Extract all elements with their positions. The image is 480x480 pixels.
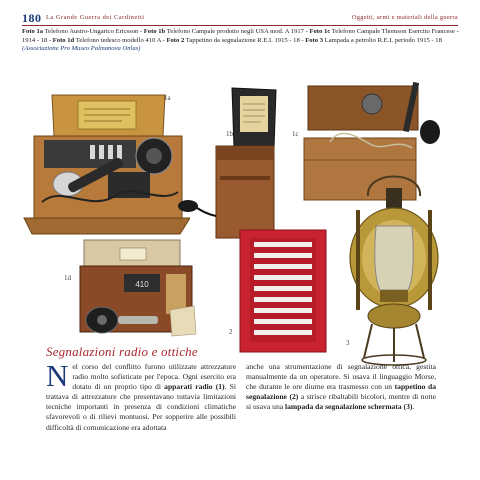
caption-text-1c: Telefono Campale Thomson Esercito Francese - 1914 - 18 - xyxy=(22,28,459,44)
caption-label-1c: Foto 1c xyxy=(309,28,331,35)
drop-cap: N xyxy=(46,358,69,393)
left-text-1: el corso del conflitto furono utilizzate attrezzature radio molto sofisticate per l'epoca. Ogni esercito era dotato di un proprio tipo di xyxy=(72,362,236,392)
photo-label-1d: 1d xyxy=(64,274,71,282)
lamp-chimney-top xyxy=(386,188,402,208)
caption-label-1a: Foto 1a xyxy=(22,28,44,35)
photo-caption xyxy=(22,28,460,54)
caption-label-1d: Foto 1d xyxy=(52,36,75,44)
caption-label-1b: Foto 1b xyxy=(143,28,166,35)
crank-housing xyxy=(108,172,150,198)
caption-text-1b: Telefono Campale prodotto negli USA mod. A 1917 - xyxy=(165,28,310,35)
caption-credit: (Associazione Pro Museo Palmanova Onlus) xyxy=(22,45,141,53)
model-number: 410 xyxy=(135,280,149,289)
page-header xyxy=(22,11,458,26)
lamp-fuel-tank xyxy=(368,304,420,328)
bell-dial-inner xyxy=(146,148,162,164)
section-title: Segnalazioni radio e ottiche xyxy=(46,344,198,359)
mat-slat xyxy=(254,242,312,247)
handset xyxy=(178,200,198,212)
right-text-2: a strisce ribaltabili bicolori, mentre di notte si usava una xyxy=(246,392,436,412)
running-title-left: La Grande Guerra dei Cardinetti xyxy=(46,14,145,21)
page-number: 180 xyxy=(22,11,42,25)
case-strap xyxy=(220,176,270,180)
photo-label-1a: 1a xyxy=(164,94,171,102)
terminal xyxy=(90,145,95,159)
mat-slat xyxy=(254,286,312,291)
caption-text-1d: Telefono tedesco modello 410 A - xyxy=(74,36,167,44)
right-bold-mat: tappetino da segnalazione (2) xyxy=(246,382,436,402)
left-text-2: . Si trattava di attrezzature che presentavano tuttavia limitazioni tecniche importanti in presenza di condizioni climatiche sfavorevoli o di rilievi montuosi. Per sopperire alle possibili difficoltà di comunicazione era adottata xyxy=(46,382,236,432)
case-top xyxy=(216,146,274,160)
photo-1d-german-telephone xyxy=(58,236,198,340)
photo-label-1c: 1c xyxy=(292,130,299,138)
terminal xyxy=(117,145,122,159)
lid-bell xyxy=(362,94,382,114)
handset-grip xyxy=(118,316,158,324)
mat-slat xyxy=(254,330,312,335)
mat-slat xyxy=(254,264,312,269)
mat-slat xyxy=(254,319,312,324)
handset-mouthpiece xyxy=(420,120,440,144)
caption-text-1a: Telefono Austro-Ungarico Ericsson - xyxy=(43,28,144,35)
terminal xyxy=(108,145,113,159)
terminal xyxy=(99,145,104,159)
lamp-glass-globe xyxy=(375,226,413,290)
lid-instruction-card xyxy=(240,96,268,132)
photo-3-oil-lamp xyxy=(346,166,442,368)
mat-slat xyxy=(254,275,312,280)
photo-label-3: 3 xyxy=(346,339,350,347)
right-text-1: anche una strumentazione di segnalazione ottica, gestita manualmente da un operatore. Si usava il linguaggio Morse, che durante le ore diurne era trasmesso con un xyxy=(246,362,436,392)
lamp-frame-right xyxy=(428,210,432,310)
photo-label-1b: 1b xyxy=(226,130,233,138)
body-text-left-column xyxy=(46,358,236,433)
caption-label-2: Foto 2 xyxy=(166,36,185,44)
right-bold-lamp: lampada da segnalazione schermata (3) xyxy=(285,402,413,412)
paper-card xyxy=(170,306,196,336)
right-text-3: . xyxy=(412,402,415,412)
lamp-burner xyxy=(380,290,408,302)
body-text-right-column xyxy=(246,362,436,412)
mat-slat xyxy=(254,308,312,313)
lid-label xyxy=(120,248,146,260)
box-base xyxy=(24,218,190,234)
photo-1b-us-field-telephone xyxy=(176,86,282,244)
caption-label-3: Foto 3 xyxy=(305,36,324,44)
mat-slat xyxy=(254,253,312,258)
left-bold-radio: apparati radio (1) xyxy=(164,382,225,392)
earpiece-center xyxy=(97,315,107,325)
photo-1a-ericsson-telephone xyxy=(22,92,190,238)
caption-text-2: Tappetino da segnalazione R.E.I. 1915 - 18 - xyxy=(184,36,306,44)
lamp-frame-left xyxy=(356,210,360,310)
mat-slat xyxy=(254,297,312,302)
photo-label-2: 2 xyxy=(229,328,233,336)
photo-2-signaling-mat xyxy=(238,228,328,354)
running-title-right: Oggetti, armi e materiali della guerra xyxy=(351,14,458,21)
caption-text-3: Lampada a petrolio R.E.I. periodo 1915 - 18 xyxy=(323,36,442,44)
